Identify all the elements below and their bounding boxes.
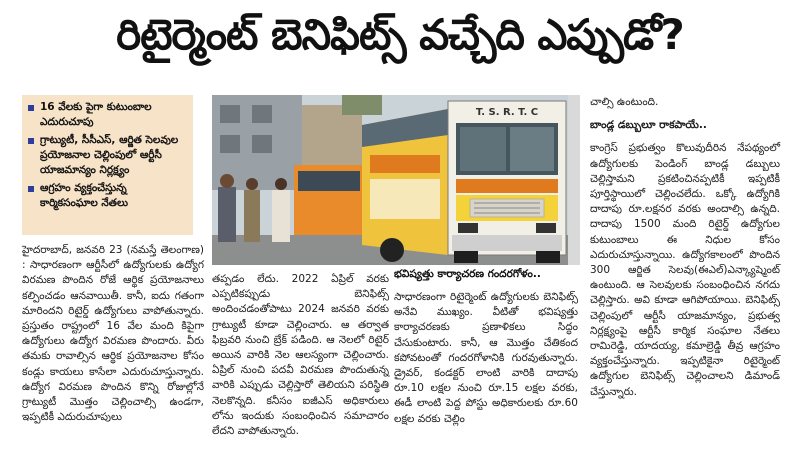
article-column-middle-b bbox=[394, 290, 578, 427]
subheading-bonds: బాండ్ల డబ్బులూ రాకపాయే.. bbox=[590, 119, 707, 132]
bus-destination-board: T. S. R. T. C bbox=[475, 107, 539, 118]
article-paragraph: చాల్సి ఉంటుంది. bbox=[590, 96, 659, 108]
bus-photo bbox=[212, 95, 580, 265]
headline: రిటైర్మెంట్ బెనిఫిట్స్ వచ్చేది ఎప్పుడో? bbox=[116, 10, 684, 59]
article-column-middle-a bbox=[212, 272, 389, 439]
article-paragraph: తప్పడం లేదు. 2022 ఏప్రిల్ వరకు ఎప్పటికప్పుడు బెనిఫిట్స్ అందించడంతోపాటు 2024 జనవరి వరకు గ్రాట్యుటీ కూడా చెల్లించారు. ఆ తర్వాత ఫిబ్రవరి నుంచి బ్రేక్ పడింది. ఆ నెలలో రిటైర్ అయిన వారికి నెల ఆలస్యంగా చెల్లించారు. ఏప్రిల్ నుంచి పదవీ విరమణ పొందుతున్న వారికి ఎప్పుడు చెల్లిస్తారో తెలియని పరిస్థితి నెలకొన్నది. కనీసం ఐజీఎస్ అధికారులు లోను ఇందుకు సంబంధించిన సమాచారం లేదని వాపోతున్నారు. bbox=[212, 273, 389, 438]
bus-illustration bbox=[212, 95, 580, 265]
highlights-box bbox=[22, 95, 193, 235]
article-column-right bbox=[590, 95, 780, 400]
article-paragraph: కాంగ్రెస్ ప్రభుత్వం కొలువుదీరిన నేపథ్యంలో ఉద్యోగులకు పెండింగ్ బాండ్ల డబ్బులు చెల్లిస్తామని ప్రకటించినప్పటికీ ఇప్పటికీ పూర్తిస్థాయిలో చెల్లించలేదు. ఒక్కో ఉద్యోగికి దాదాపు రూ.లక్షనర వరకు అందాల్సి ఉన్నది. దాదాపు 1500 మంది రిటైర్డ్ ఉద్యోగుల కుటుంబాలు ఈ నిధుల కోసం ఎదురుచూస్తున్నాయి. ఉద్యోగకాలంలో పొందిన 300 ఆర్జిత సెలవు(ఈఎల్)ఎన్క్యాష్మెంట్ ఉంటుంది. ఆ సెలవులకు సంబంధించిన నగదు చెల్లిస్తారు. అవి కూడా ఆగిపోయాయి. బెనిఫిట్స్ చెల్లింపులో ఆర్టీసీ యాజమాన్యం, ప్రభుత్వ నిర్లక్ష్యంపై ఆర్టీసీ కార్మిక సంఘాల నేతలు రామిరెడ్డి, యాదయ్య, కమాల్రెడ్డి తీవ్ర ఆగ్రహం వ్యక్తంచేస్తున్నారు. ఇప్పటికైనా రిటైర్మెంట్ ఉద్యోగుల బెనిఫిట్స్ చెల్లించాలని డిమాండ్ చేస్తున్నారు. bbox=[590, 142, 780, 398]
highlight-item: ఆగ్రహం వ్యక్తంచేస్తున్న కార్మికసంఘాల నేతలు bbox=[28, 181, 187, 211]
article-paragraph: హైదరాబాద్, జనవరి 23 (నమస్తే తెలంగాణ) : సాధారణంగా ఆర్టీసీలో ఉద్యోగులకు ఉద్యోగ విరమణ పొందిన రోజే ఆర్థిక ప్రయోజనాలు కల్పించడం ఆనవాయితీ. కానీ, ఐదు గతంగా మారిందని రిటైర్డ్ ఉద్యోగులు వాపోతున్నారు. ప్రస్తుతం రాష్ట్రంలో 16 వేల మంది కిపైగా ఉద్యోగులు ఉద్యోగ విరమణ పొందారు. వీరు తమకు రావాల్సిన ఆర్థిక ప్రయోజనాల కోసం కండ్లు కాయలు కాసేలా ఎదురుచూస్తున్నారు. ఉద్యోగ విరమణ పొందిన కొన్ని రోజుల్లోనే గ్రాట్యుటీ మొత్తం చెల్లించాల్సి ఉండగా, ఇప్పటికీ ఎదురుచూపులు bbox=[22, 244, 204, 424]
article-column-left bbox=[22, 243, 204, 425]
subheading-future-plans: భవిష్యత్తు కార్యాచరణ గందరగోళం.. bbox=[394, 268, 541, 280]
article-paragraph: సాధారణంగా రిటైర్మెంట్ ఉద్యోగులకు బెనిఫిట్స్ అనేవి ముఖ్యం. వీటితో భవిష్యత్తు కార్యాచరణకు ప్రణాళికలు సిద్ధం చేసుకుంటారు. కానీ, ఆ మొత్తం చేతికంద కపోవటంతో గందరగోళానికి గురవుతున్నారు. డ్రైవర్, కండక్టర్ లాంటి వారికి దాదాపు రూ.10 లక్షల నుంచి రూ.15 లక్షల వరకు, ఈడీ లాంటి పెద్ద పోస్టు అధికారులకు రూ.60 లక్షల వరకు చెల్లిం bbox=[394, 291, 578, 425]
highlight-item: 16 వేలకు పైగా కుటుంబాల ఎదురుచూపు bbox=[28, 100, 187, 130]
highlight-item: గ్రాట్యుటీ, సీసీఎస్, ఆర్జిత సెలవుల ప్రయోజనాల చెల్లింపులో ఆర్టీసీ యాజమాన్యం నిర్లక్ష్యం bbox=[28, 133, 187, 178]
